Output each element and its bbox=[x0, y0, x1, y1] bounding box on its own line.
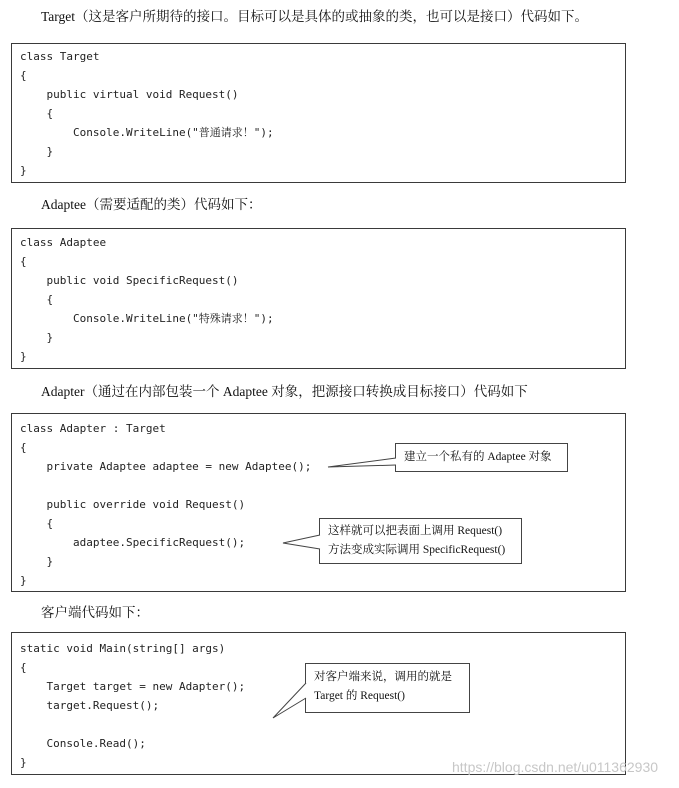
callout-private-adaptee bbox=[395, 443, 568, 472]
code-line: } bbox=[20, 331, 54, 344]
heading-client: 客户端代码如下： bbox=[41, 605, 149, 620]
code-line: public void SpecificRequest() bbox=[20, 274, 239, 287]
callout-text: 建立一个私有的 Adaptee 对象 bbox=[404, 451, 552, 463]
code-line: public virtual void Request() bbox=[20, 88, 239, 101]
code-line: } bbox=[20, 756, 27, 769]
code-block-adapter bbox=[11, 413, 626, 592]
code-line: static void Main(string[] args) bbox=[20, 642, 226, 655]
code-line: } bbox=[20, 555, 54, 568]
callout-text: 这样就可以把表面上调用 Request() bbox=[328, 525, 503, 537]
callout-text: Target 的 Request() bbox=[314, 690, 405, 702]
heading-adapter: Adapter（通过在内部包装一个 Adaptee 对象，把源接口转换成目标接口）代码如下 bbox=[41, 384, 528, 399]
code-line: { bbox=[20, 107, 54, 120]
code-line: } bbox=[20, 164, 27, 177]
code-line: } bbox=[20, 350, 27, 363]
code-line: } bbox=[20, 574, 27, 587]
code-block-adaptee bbox=[11, 228, 626, 369]
callout-request-mapping bbox=[319, 518, 522, 564]
code-block-target bbox=[11, 43, 626, 183]
code-line: private Adaptee adaptee = new Adaptee(); bbox=[20, 460, 312, 473]
code-line: class Adaptee bbox=[20, 236, 107, 249]
code-line: Console.WriteLine("普通请求！"); bbox=[20, 126, 274, 139]
callout-text: 对客户端来说，调用的就是 bbox=[314, 671, 452, 683]
code-line: class Target bbox=[20, 50, 100, 63]
code-line: } bbox=[20, 145, 54, 158]
code-line: target.Request(); bbox=[20, 699, 160, 712]
code-line: Console.Read(); bbox=[20, 737, 146, 750]
code-line: class Adapter : Target bbox=[20, 422, 166, 435]
code-line: adaptee.SpecificRequest(); bbox=[20, 536, 246, 549]
code-line: { bbox=[20, 517, 54, 530]
heading-target: Target（这是客户所期待的接口。目标可以是具体的或抽象的类，也可以是接口）代码如下。 bbox=[41, 9, 589, 24]
code-line: Target target = new Adapter(); bbox=[20, 680, 246, 693]
watermark: https://blog.csdn.net/u011362930 bbox=[452, 759, 659, 775]
callout-client-view bbox=[305, 663, 470, 713]
code-line: Console.WriteLine("特殊请求！"); bbox=[20, 312, 274, 325]
code-line: { bbox=[20, 661, 27, 674]
code-line: { bbox=[20, 69, 27, 82]
code-line: public override void Request() bbox=[20, 498, 246, 511]
code-line: { bbox=[20, 293, 54, 306]
code-line: { bbox=[20, 441, 27, 454]
callout-text: 方法变成实际调用 SpecificRequest() bbox=[328, 544, 506, 556]
code-line: { bbox=[20, 255, 27, 268]
heading-adaptee: Adaptee（需要适配的类）代码如下： bbox=[41, 197, 262, 212]
